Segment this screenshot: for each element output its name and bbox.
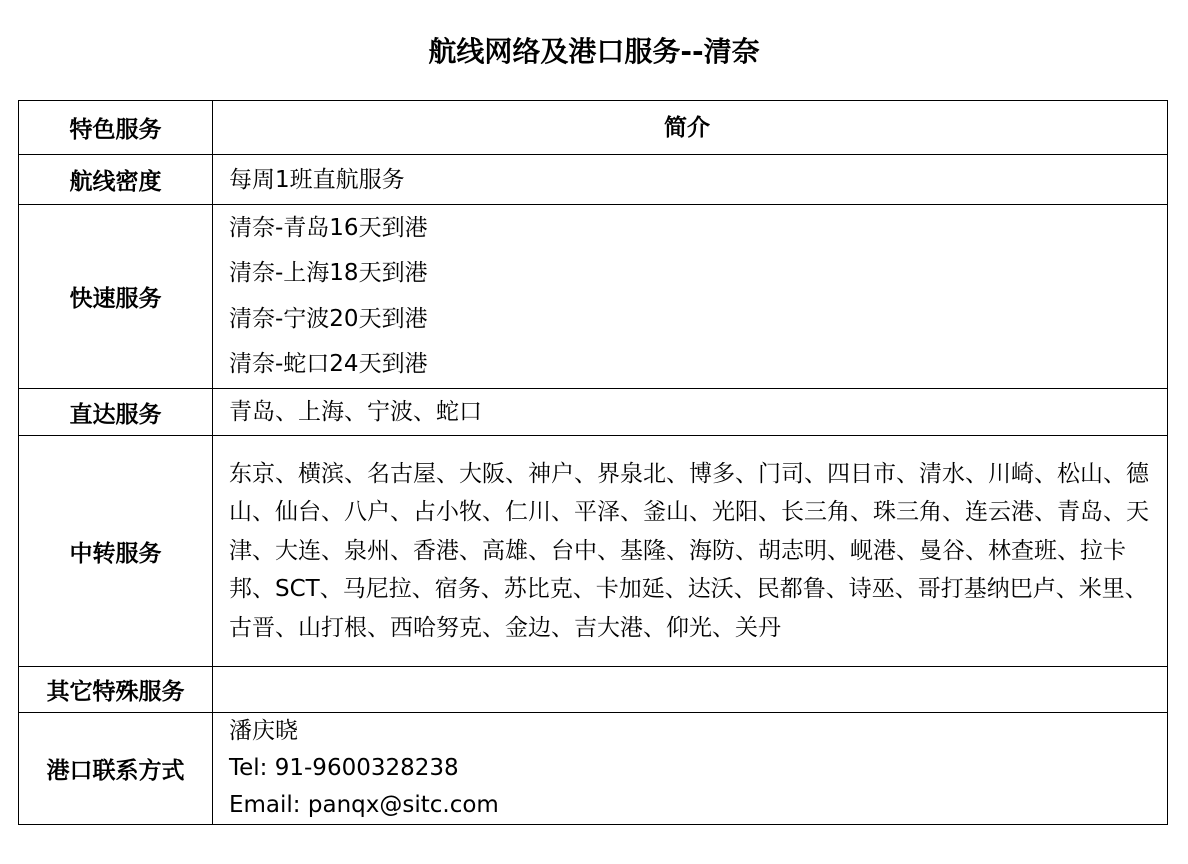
table-row-direct-service [19, 389, 1168, 436]
port-contact-label: 港口联系方式 [19, 713, 213, 825]
fast-service-item: 清奈-蛇口24天到港 [229, 351, 428, 377]
service-info-table [18, 100, 1168, 825]
table-row-route-density [19, 155, 1168, 205]
route-density-text: 每周1班直航服务 [229, 166, 405, 193]
special-service-value [213, 667, 1168, 713]
header-content-cell: 简介 [213, 101, 1168, 155]
route-density-label: 航线密度 [19, 155, 213, 205]
contact-phone: Tel: 91-9600328238 [229, 755, 459, 781]
table-row-transfer-service [19, 436, 1168, 667]
table-row-port-contact [19, 713, 1168, 825]
transfer-service-value [213, 436, 1168, 667]
fast-service-item: 清奈-上海18天到港 [229, 260, 428, 286]
transfer-service-label: 中转服务 [19, 436, 213, 667]
table-row-special-service [19, 667, 1168, 713]
direct-service-text: 青岛、上海、宁波、蛇口 [229, 399, 482, 425]
contact-name: 潘庆晓 [229, 718, 298, 744]
page-title: 航线网络及港口服务--清奈 [428, 35, 760, 68]
port-contact-details [213, 713, 1168, 825]
contact-email: Email: panqx@sitc.com [229, 792, 499, 818]
table-header-row [19, 101, 1168, 155]
direct-service-value [213, 389, 1168, 436]
header-label-cell: 特色服务 [19, 101, 213, 155]
table-row-fast-service [19, 205, 1168, 389]
transfer-ports-text: 东京、横滨、名古屋、大阪、神户、界泉北、博多、门司、四日市、清水、川崎、松山、德山、仙台、八户、占小牧、仁川、平泽、釜山、光阳、长三角、珠三角、连云港、青岛、天津、大连、泉州、香港、高雄、台中、基隆、海防、胡志明、岘港、曼谷、林查班、拉卡邦、SCT、马尼拉、宿务、苏比克、卡加延、达沃、民都鲁、诗巫、哥打基纳巴卢、米里、古晋、山打根、西哈努克、金边、吉大港、仰光、关丹 [229, 460, 1149, 641]
fast-service-item: 清奈-青岛16天到港 [229, 214, 428, 241]
direct-service-label: 直达服务 [19, 389, 213, 436]
route-density-value [213, 155, 1168, 205]
fast-service-item: 清奈-宁波20天到港 [229, 305, 428, 332]
fast-service-label: 快速服务 [19, 205, 213, 389]
special-service-label: 其它特殊服务 [19, 667, 213, 713]
fast-service-list [213, 205, 1168, 389]
